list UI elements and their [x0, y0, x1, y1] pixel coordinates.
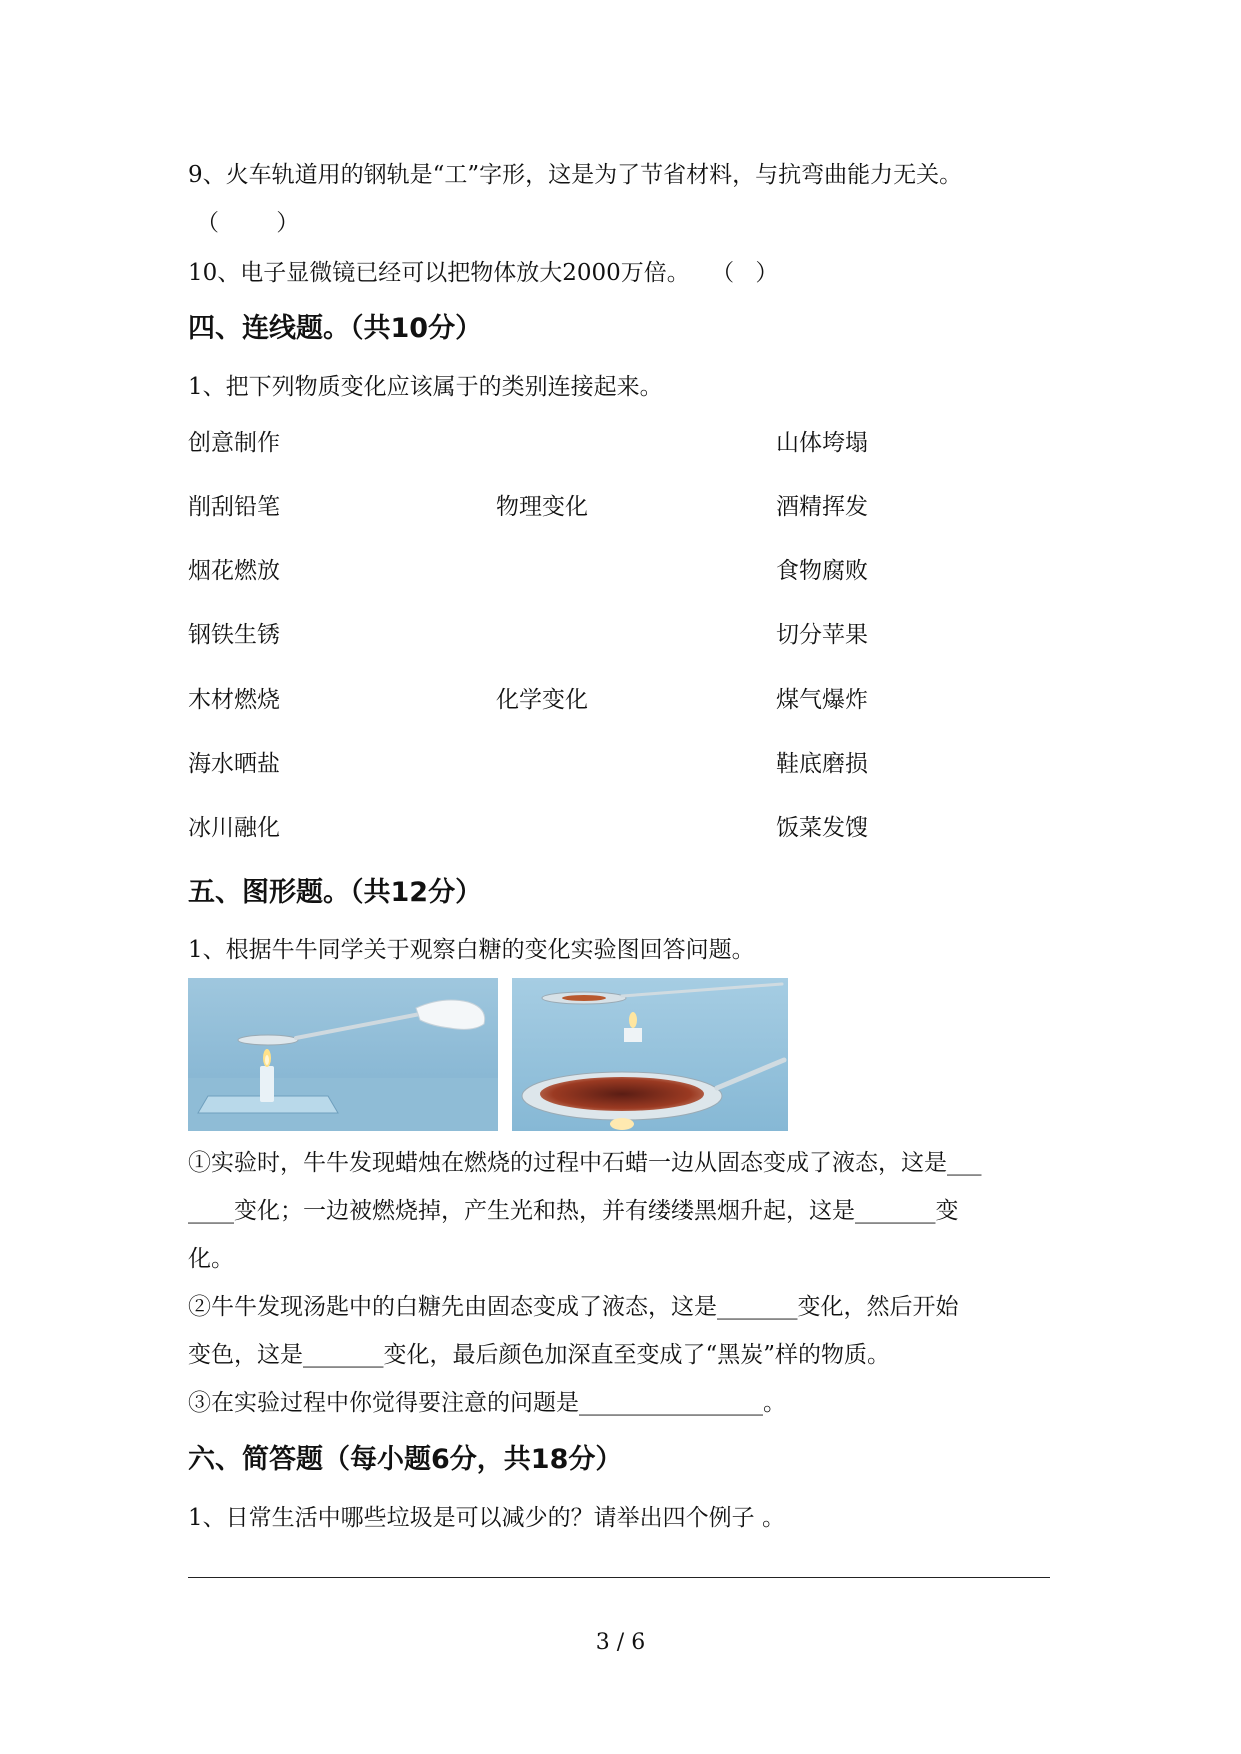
sugar-spoon-photo: [512, 978, 788, 1131]
question-9-bracket: （ ）: [196, 210, 300, 236]
section-5-line-6: ③在实验过程中你觉得要注意的问题是________________。: [188, 1390, 786, 1416]
section-5-line-4: ②牛牛发现汤匙中的白糖先由固态变成了液态，这是_______变化，然后开始: [188, 1294, 959, 1320]
right-item: 酒精挥发: [776, 494, 868, 520]
section-4-heading: 四、连线题。（共10分）: [188, 313, 483, 344]
category-chemical-change: 化学变化: [496, 687, 588, 713]
right-item: 煤气爆炸: [776, 687, 868, 713]
right-item: 鞋底磨损: [776, 751, 868, 777]
left-item: 创意制作: [188, 430, 280, 456]
left-item: 烟花燃放: [188, 558, 280, 584]
section-6-question: 1、日常生活中哪些垃圾是可以减少的？请举出四个例子 。: [188, 1505, 785, 1531]
section-5-heading: 五、图形题。（共12分）: [188, 877, 483, 908]
candle-spoon-illustration: [188, 978, 498, 1131]
section-5-question: 1、根据牛牛同学关于观察白糖的变化实验图回答问题。: [188, 937, 755, 963]
question-9: 9、火车轨道用的钢轨是“工”字形，这是为了节省材料，与抗弯曲能力无关。: [188, 162, 963, 188]
question-10: [188, 258, 778, 288]
candle-spoon-photo: [188, 978, 498, 1131]
category-physical-change: 物理变化: [496, 494, 588, 520]
section-6-heading: 六、简答题（每小题6分，共18分）: [188, 1444, 623, 1475]
right-item: 饭菜发馊: [776, 815, 868, 841]
left-item: 钢铁生锈: [188, 622, 280, 648]
right-item: 食物腐败: [776, 558, 868, 584]
section-5-line-1: ①实验时，牛牛发现蜡烛在燃烧的过程中石蜡一边从固态变成了液态，这是___: [188, 1150, 982, 1176]
section-5-line-2: ____变化；一边被燃烧掉，产生光和热，并有缕缕黑烟升起，这是_______变: [188, 1198, 959, 1224]
left-item: 削刮铅笔: [188, 494, 280, 520]
left-item: 木材燃烧: [188, 687, 280, 713]
right-item: 切分苹果: [776, 622, 868, 648]
left-item: 海水晒盐: [188, 751, 280, 777]
left-item: 冰川融化: [188, 815, 280, 841]
question-10-text: 10、电子显微镜已经可以把物体放大2000万倍。 （ ）: [188, 260, 779, 286]
section-5-line-5: 变色，这是_______变化，最后颜色加深直至变成了“黑炭”样的物质。: [188, 1342, 891, 1368]
answer-line: [188, 1577, 1050, 1578]
section-5-line-3: 化。: [188, 1246, 234, 1272]
sugar-spoon-illustration: [512, 978, 788, 1131]
section-4-question: 1、把下列物质变化应该属于的类别连接起来。: [188, 374, 663, 400]
right-item: 山体垮塌: [776, 430, 868, 456]
page-number: 3 / 6: [595, 1630, 646, 1655]
